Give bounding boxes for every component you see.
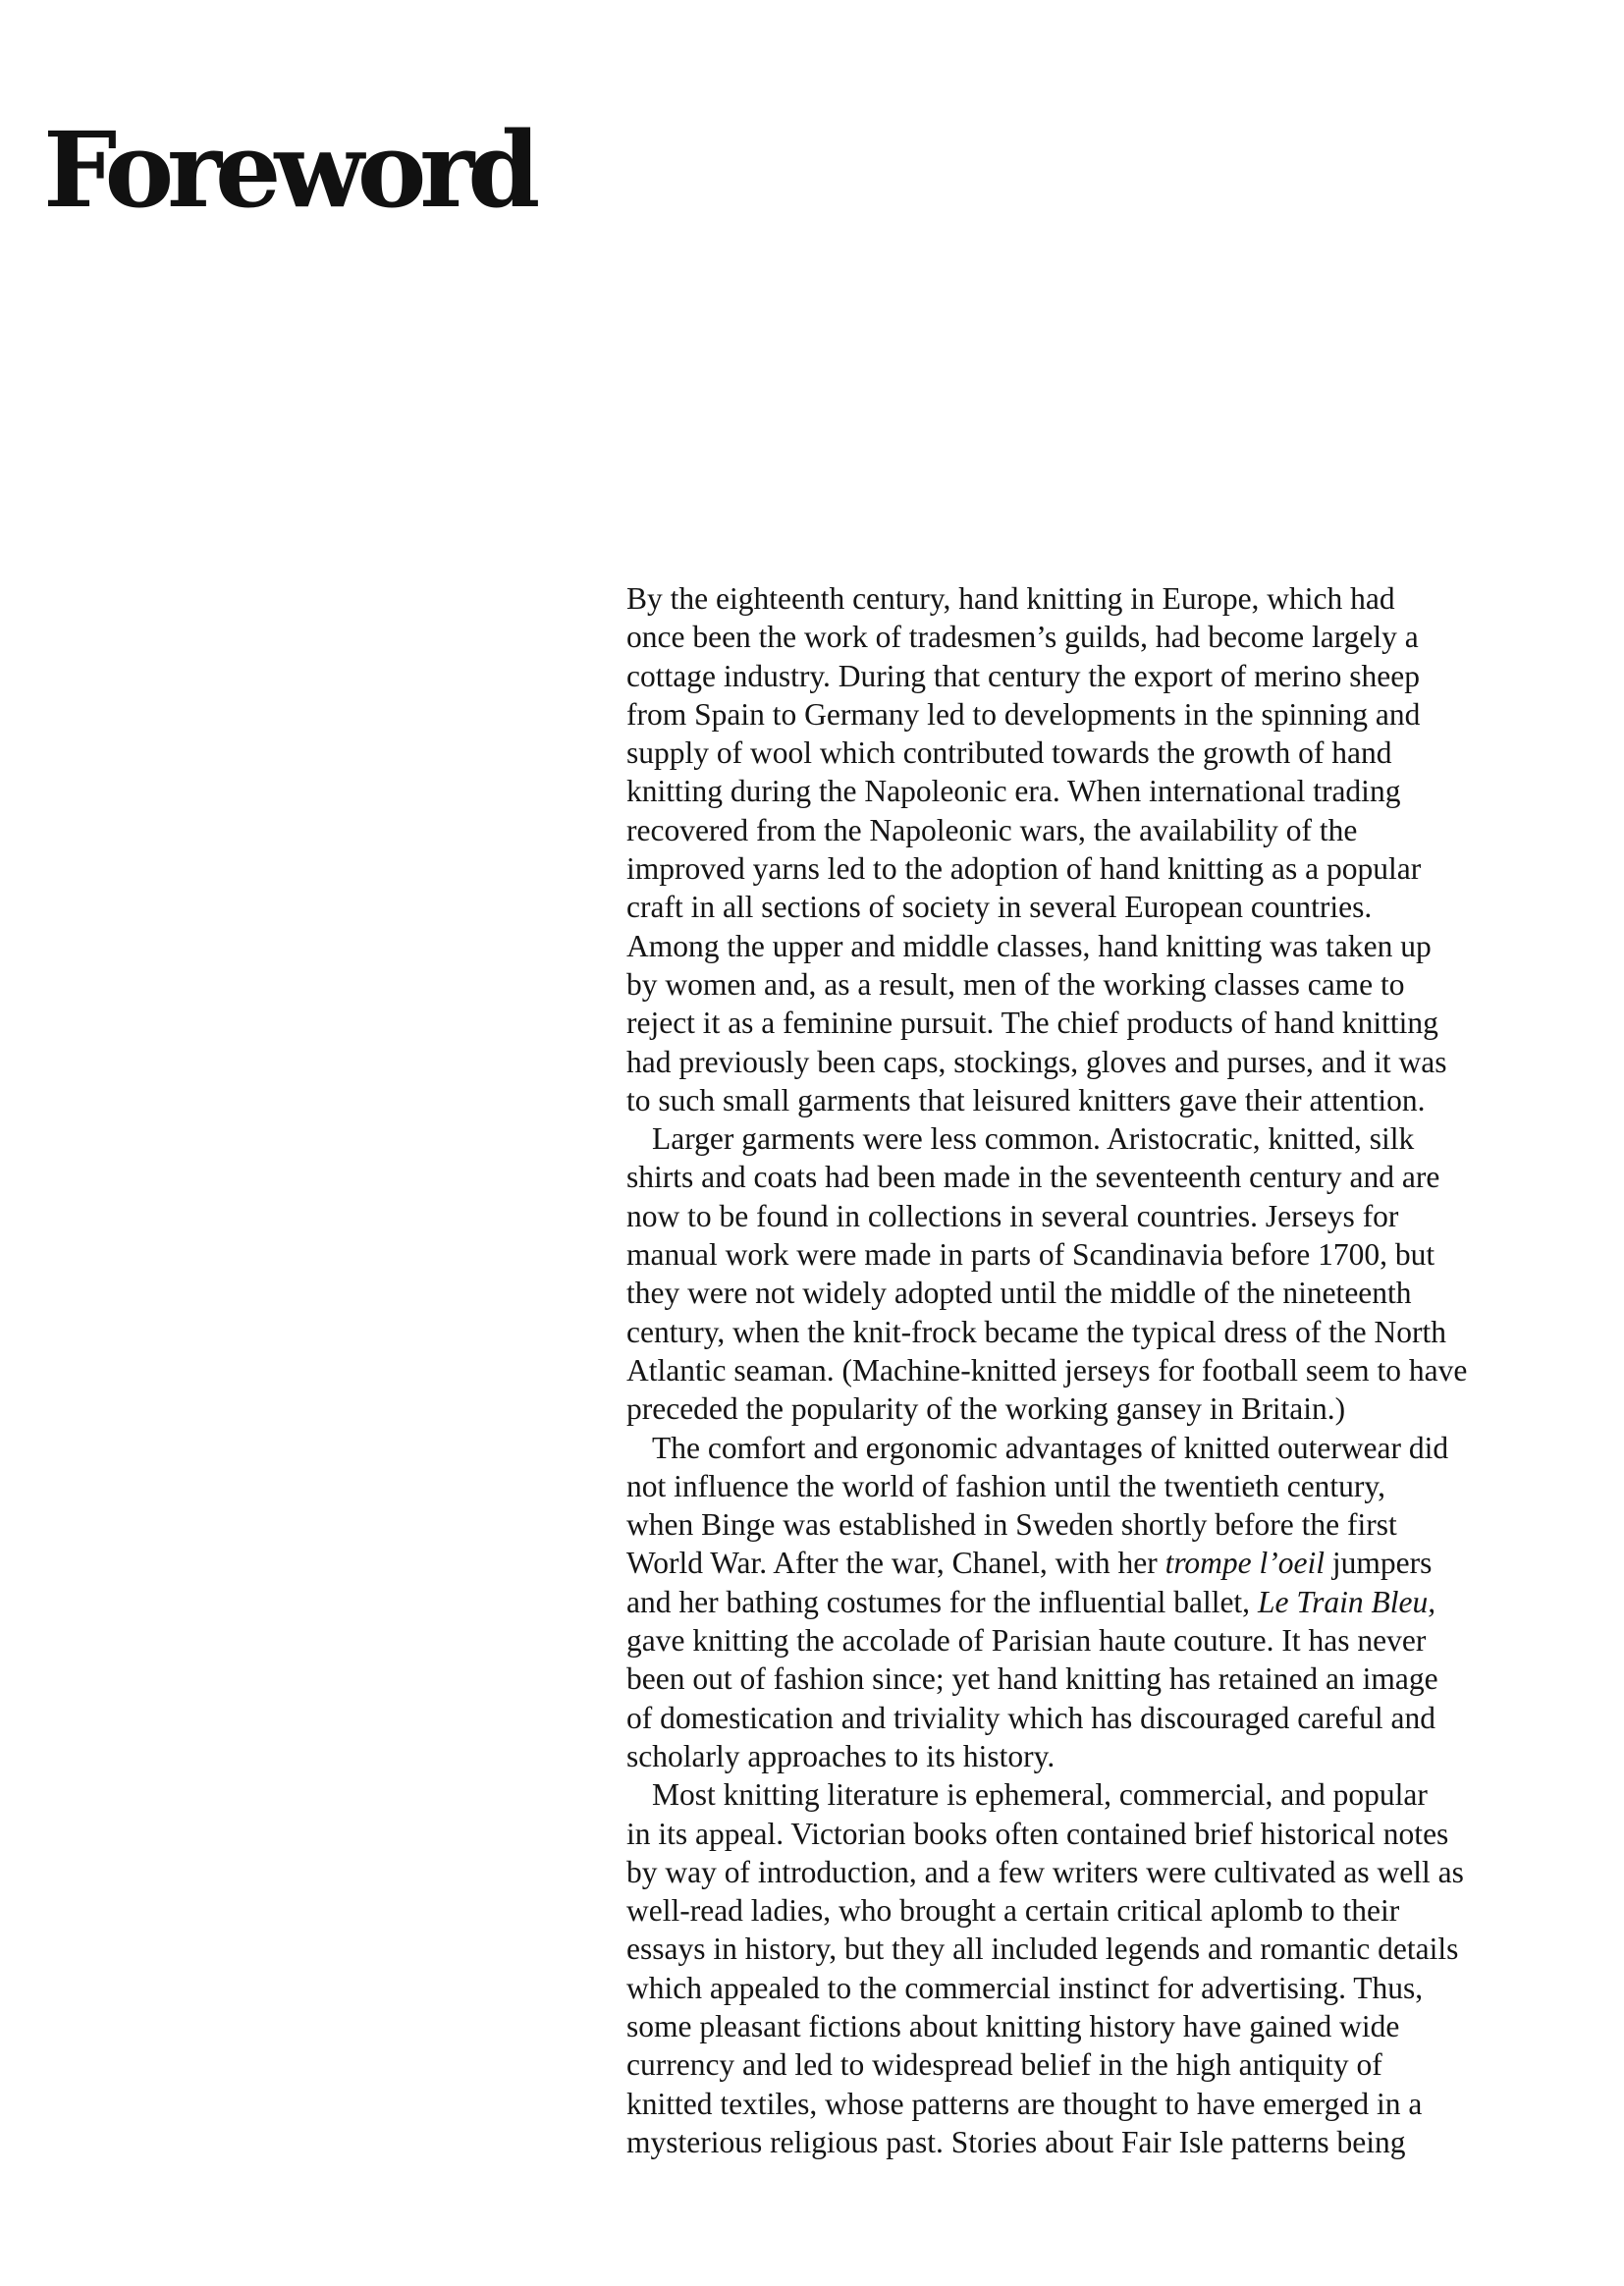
text-line: recovered from the Napoleonic wars, the availability of the [626,812,1358,847]
text-run: World War. After the war, Chanel, with her [626,1546,1165,1581]
text-line: of domestication and triviality which has discouraged careful and [626,1700,1435,1735]
text-line: essays in history, but they all included legends and romantic details [626,1932,1459,1967]
text-line: The comfort and ergonomic advantages of knitted outerwear did [652,1430,1449,1465]
italic-phrase: trompe l’oeil [1164,1546,1325,1581]
text-line: once been the work of tradesmen’s guilds, had become largely a [626,620,1419,655]
text-line: not influence the world of fashion until the twentieth century, [626,1468,1385,1503]
text-line: by women and, as a result, men of the working classes came to [626,966,1405,1002]
text-line: by way of introduction, and a few writers were cultivated as well as [626,1854,1464,1889]
text-line: preceded the popularity of the working gansey in Britain.) [626,1391,1346,1427]
text-line: Atlantic seaman. (Machine-knitted jerseys for football seem to have [626,1352,1468,1388]
text-line: knitted textiles, whose patterns are thought to have emerged in a [626,2086,1423,2121]
text-line: manual work were made in parts of Scandinavia before 1700, but [626,1237,1435,1273]
text-line: improved yarns led to the adoption of hand knitting as a popular [626,851,1422,887]
paragraph-1 [626,579,1598,1119]
text-line: well-read ladies, who brought a certain critical aplomb to their [626,1893,1400,1929]
text-line: currency and led to widespread belief in the high antiquity of [626,2047,1382,2083]
text-line: which appealed to the commercial instinct for advertising. Thus, [626,1970,1424,2005]
text-line: supply of wool which contributed towards the growth of hand [626,735,1392,771]
paragraph-3 [626,1429,1598,1776]
text-line: knitting during the Napoleonic era. When international trading [626,774,1401,809]
text-line: Most knitting literature is ephemeral, commercial, and popular [652,1777,1428,1813]
text-run: jumpers [1324,1546,1433,1581]
text-line: now to be found in collections in several countries. Jerseys for [626,1198,1399,1233]
text-line [626,1544,1598,1582]
text-line: gave knitting the accolade of Parisian haute couture. It has never [626,1623,1427,1659]
body-text [626,579,1598,2161]
text-line: had previously been caps, stockings, gloves and purses, and it was [626,1044,1447,1079]
text-line: been out of fashion since; yet hand knitting has retained an image [626,1661,1438,1697]
text-line: Larger garments were less common. Aristocratic, knitted, silk [652,1121,1415,1157]
text-line: cottage industry. During that century the export of merino sheep [626,658,1420,693]
text-line: shirts and coats had been made in the seventeenth century and are [626,1160,1440,1195]
text-line: when Binge was established in Sweden shortly before the first [626,1507,1397,1543]
text-run: and her bathing costumes for the influential ballet, [626,1584,1258,1619]
text-line [626,1583,1598,1621]
text-line: By the eighteenth century, hand knitting in Europe, which had [626,581,1395,616]
page-title: Foreword [43,108,534,231]
paragraph-4 [626,1775,1598,2161]
text-line: mysterious religious past. Stories about Fair Isle patterns being [626,2124,1406,2159]
italic-title: Le Train Bleu, [1257,1584,1436,1619]
text-line: century, when the knit-frock became the typical dress of the North [626,1314,1447,1349]
text-line: scholarly approaches to its history. [626,1738,1056,1773]
text-line: reject it as a feminine pursuit. The chief products of hand knitting [626,1006,1438,1041]
text-line: to such small garments that leisured knitters gave their attention. [626,1082,1426,1117]
text-line: Among the upper and middle classes, hand knitting was taken up [626,928,1432,963]
text-line: from Spain to Germany led to developments in the spinning and [626,696,1421,732]
paragraph-2 [626,1119,1598,1428]
text-line: some pleasant fictions about knitting history have gained wide [626,2008,1400,2043]
text-line: in its appeal. Victorian books often contained brief historical notes [626,1816,1449,1851]
text-line: they were not widely adopted until the middle of the nineteenth [626,1276,1412,1311]
text-line: craft in all sections of society in several European countries. [626,890,1373,925]
